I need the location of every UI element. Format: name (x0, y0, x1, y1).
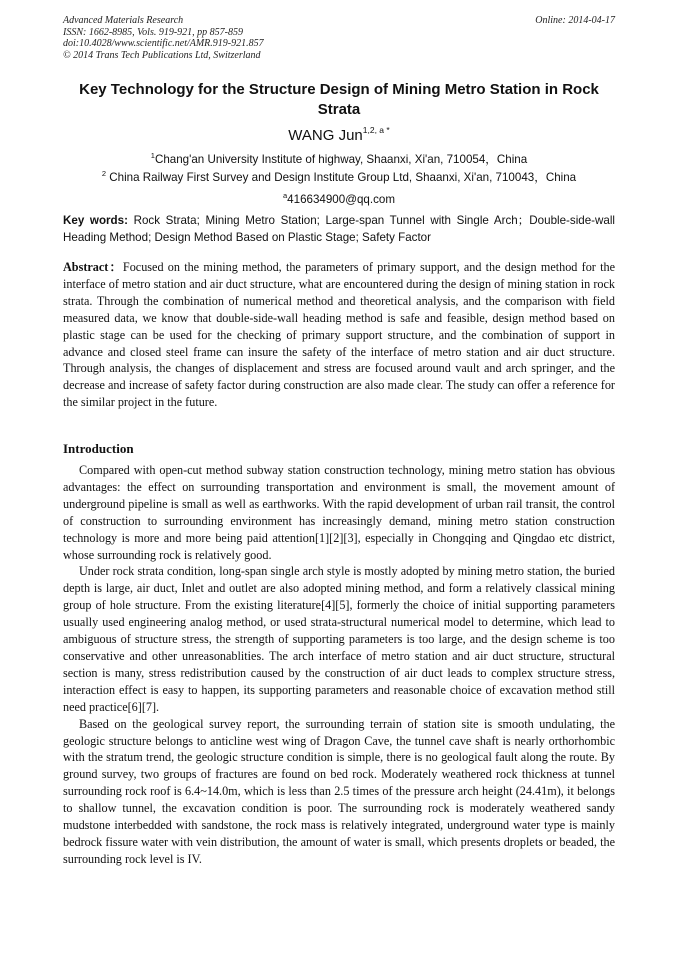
introduction-body (63, 462, 615, 868)
affiliation-2-text: China Railway First Survey and Design Institute Group Ltd, Shaanxi, Xi'an, 710043，China (106, 171, 577, 184)
email-marker: a (283, 191, 288, 200)
doi-line: doi:10.4028/www.scientific.net/AMR.919-921.857 (63, 38, 264, 49)
author-line (0, 125, 678, 144)
author-superscript: 1,2, a * (362, 125, 390, 135)
affiliation-1 (0, 151, 678, 167)
paragraph: Based on the geological survey report, the surrounding terrain of station site is smooth undulating, the geologic structure belongs to anticline west wing of Dragon Cave, the tunnel cave shaft is nearly orthorhombic with the stratum trend, the geologic structure condition is simple, there is no geological fault along the route. By ground survey, two groups of fractures are found on bed rock. Moderately weathered rock thickness at tunnel surrounding rock roof is 6.4~14.0m, which is less than 2.5 times of the pressure arch height (24.41m), it belongs to shallow tunnel, the excavation condition is poor. The surrounding rock is moderately weathered sandy mudstone interbedded with sandstone, the rock mass is relatively integrated, underground water type is mainly bedrock fissure water with vein distribution, the amount of water is small, which presents droplets or beaded, the surrounding rock level is IV. (63, 716, 615, 866)
abstract-label: Abstract： (63, 260, 123, 274)
affiliation-1-marker: 1 (150, 151, 155, 160)
abstract-text: Focused on the mining method, the parameters of primary support, and the design method for the interface of metro station and air duct structure, what are encountered during the design of mining station in rock strata. Through the combination of numerical method and theoretical analysis, and the comparison with field measured data, we know that double-side-wall heading method is safe and feasible, design method based on plastic stage can be used for the checking of primary support structure, and the combination of support in advance and closed steel frame can insure the safety of the interface of metro station and air duct structure. Through analysis, the changes of displacement and stress are focused around vault and arch springer, and the decrease and increase of safety factor during construction are also made clear. The study can offer a reference for the similar project in the future. (63, 260, 615, 410)
journal-name: Advanced Materials Research (63, 15, 184, 26)
keywords-block (63, 212, 615, 246)
keywords-label: Key words: (63, 214, 128, 227)
affiliation-2 (0, 169, 678, 185)
online-date: Online: 2014-04-17 (535, 15, 615, 26)
issn-line: ISSN: 1662-8985, Vols. 919-921, pp 857-859 (63, 26, 243, 38)
author-name: WANG Jun (288, 127, 363, 144)
paper-title: Key Technology for the Structure Design of Mining Metro Station in Rock Strata (79, 81, 599, 118)
affiliation-2-marker: 2 (101, 169, 107, 178)
copyright-line: © 2014 Trans Tech Publications Ltd, Switzerland (63, 49, 261, 61)
keywords-text: Rock Strata; Mining Metro Station; Large-span Tunnel with Single Arch；Double-side-wall Heading Method; Design Method Based on Plastic Stage; Safety Factor (63, 214, 615, 244)
affiliation-1-text: Chang'an University Institute of highway, Shaanxi, Xi'an, 710054，China (154, 153, 528, 166)
paragraph: Compared with open-cut method subway station construction technology, mining metro station has obvious advantages: the effect on surrounding transportation and environment is small, the movement amount of underground pipeline is small as well as earthworks. With the rapid development of urban rail transit, the control of construction to surrounding environment has increasingly demand, mining metro station construction technology is more and more being paid attention[1][2][3], especially in Chongqing and Qingdao etc district, whose surrounding rock is relatively good. (63, 463, 615, 562)
abstract-block (63, 259, 615, 411)
section-heading-introduction: Introduction (63, 441, 134, 456)
paragraph: Under rock strata condition, long-span single arch style is mostly adopted by mining metro station, the buried depth is large, air duct, Inlet and outlet are also adopted mining method, and form a relatively classical mining group of hole structure. From the existing literature[4][5], formerly the choice of initial supporting parameters usually used engineering analog method, or used strata-structural numerical model to determine, which lead to ambiguous of structure stress, the strength of supporting parameters is too large, and the design scheme is too conservative and other unreasonablities. The arch interface of metro station and air duct structure, structural section is many, stress redistribution caused by the construction of air duct leads to complex structure stress, interaction effect is easy to happen, its supporting parameters and reasonable choice of excavation method still need practice[6][7]. (63, 564, 615, 714)
author-email (0, 191, 678, 206)
journal-header (63, 15, 264, 61)
email-text: 416634900@qq.com (287, 193, 395, 206)
